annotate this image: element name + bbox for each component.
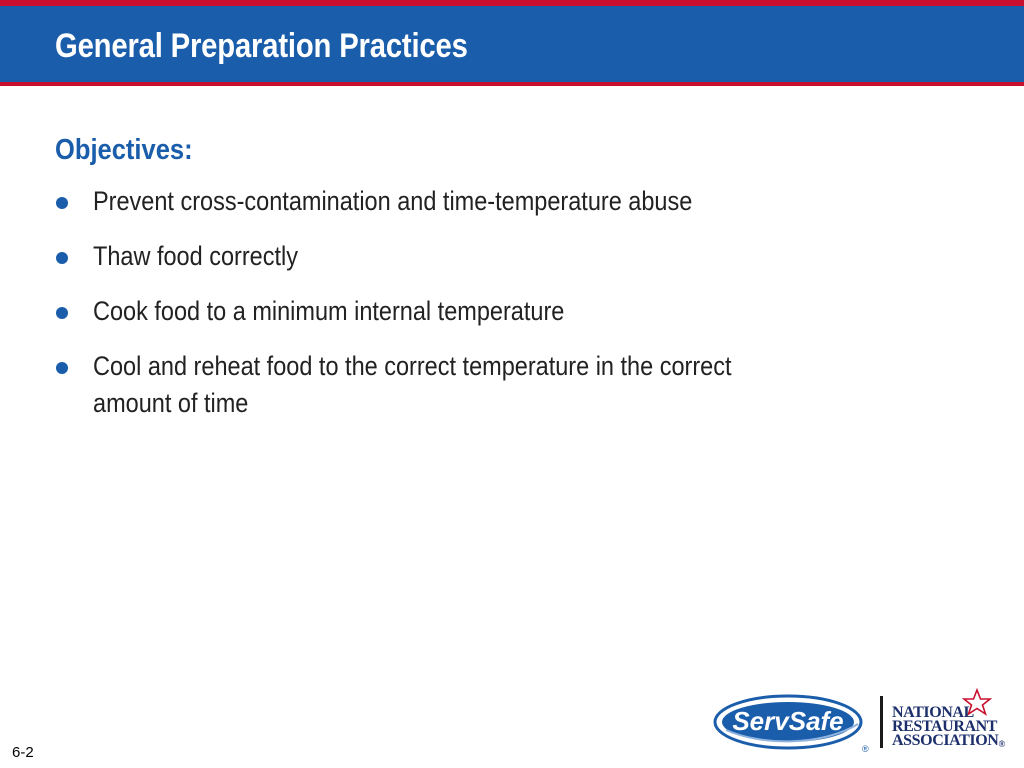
slide-number: 6-2 [12,744,34,761]
servsafe-registered-mark: ® [862,744,869,754]
servsafe-wordmark: ServSafe [732,706,844,736]
objectives-list [55,183,855,440]
nra-wordmark-line1: NATIONAL [892,704,974,721]
objectives-heading: Objectives: [55,134,193,166]
nra-logo [892,686,1012,752]
bullet-icon [56,362,68,374]
servsafe-logo-icon [712,692,872,754]
logo-divider [880,696,883,748]
list-item [55,348,855,422]
bullet-text: Prevent cross-contamination and time-temperature abuse [93,186,693,216]
bullet-text: Thaw food correctly [93,241,298,271]
slide-title: General Preparation Practices [55,27,468,65]
footer-logos [712,686,1012,756]
bullet-icon [56,197,68,209]
list-item [55,293,855,330]
title-underline-bar [0,82,1024,86]
nra-wordmark-line2: RESTAURANT [892,718,998,735]
list-item [55,238,855,275]
bullet-icon [56,307,68,319]
list-item [55,183,855,220]
nra-registered-mark: ® [998,739,1005,749]
bullet-icon [56,252,68,264]
nra-wordmark-line3 [892,733,1005,752]
bullet-text: Cook food to a minimum internal temperature [93,296,565,326]
bullet-text: Cool and reheat food to the correct temperature in the correct amount of time [93,351,732,418]
nra-wordmark-line3-text: ASSOCIATION [892,732,999,749]
